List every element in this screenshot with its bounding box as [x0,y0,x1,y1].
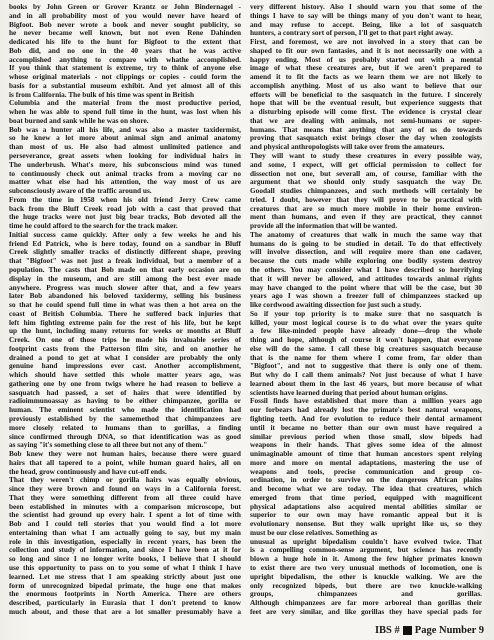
text-line: that it will never be allowed, and attitudes towards animal rights [250,274,482,283]
text-line: the huge tracks were not just big bear tracks, Bob devoted all the [9,213,241,222]
text-line: efforts will be beneficial to the sasquatch in the future. I sincerely [250,90,482,99]
text-line: emerged from that time period, equipped with magnificent [250,493,482,502]
text-line: The underbrush. What's more, his subconscious mind was tuned [9,160,241,169]
text-line: the enormous footprints in North America. There are others [9,590,241,599]
text-line: is a compelling common-sense argument, but science has recently [250,546,482,555]
text-line: he never became well known, but not even Rene Dahinden [9,29,241,38]
text-line: Bob and I could tell stories that you would find a lot more [9,520,241,529]
text-line: and become what we are today. The idea that creatures, which [250,485,482,494]
text-line: hope that will be the eventual result, but experience suggests that [250,99,482,108]
text-line: whose original materials - not clippings or copies - could form the [9,73,241,82]
text-line: later Bob abandoned his beloved taxidermy, selling his business [9,292,241,301]
text-line: image of what these creatures are, but if we aren't prepared to [250,64,482,73]
text-line: footprint casts from the Patterson film site, and on another he [9,344,241,353]
text-line: That they weren't chimp or gorilla hairs was equally obvious, [9,476,241,485]
text-line: genuine hand impressions ever cast. Another accomplishment, [9,362,241,371]
text-line: so that he could spend full time in what was then a hot area on the [9,301,241,310]
text-line: accomplished anything to compare with whathe accomplished. [9,55,241,64]
text-line: matter what else had his attention, the way most of us are [9,178,241,187]
publication-label: IBS # [374,625,400,636]
text-line: ordination, in order to survive on the dangerous African plains [250,476,482,485]
text-line: more and more on mental adaptations, mastering the use of [250,458,482,467]
text-line: Bigfoot. Bob never wrote a book and never sought publicity, so [9,20,241,29]
text-line: But why do I call them animals? Not just because of what I have [250,371,482,380]
text-line: radioimmunoassay as having to be either chimpanzee, gorilla or [9,397,241,406]
text-line: hairs that all tapered to a point, while human guard hairs, all on [9,458,241,467]
text-line: much about, and those that are a lot smaller presumably have a [9,607,241,616]
page-footer [375,625,484,636]
text-line: The anatomy of creatures that walk in much the same way that [250,230,482,239]
text-line: so long and since I no longer write books, I believe that I should [9,555,241,564]
text-line: Bob was a hunter all his life, and was also a master taxidermist, [9,125,241,134]
text-line: display in the museum, and are still among the best ever made [9,274,241,283]
right-text-column [250,3,482,617]
text-line: So if your top priority is to make sure that no sasquatch is [250,309,482,318]
text-line: role in this investigation, especially in recent years, has been the [9,537,241,546]
text-line: perseverance, great assets when looking for individual hairs in [9,152,241,161]
text-line: until it became no better than our own must have required a [250,423,482,432]
text-line: when he was able to spend full time in the hunt, was lost when his [9,108,241,117]
text-line: humans do is going to be studied in detail. To do that effectively [250,239,482,248]
text-line: proving that sasquatch exist brings closer the day when zoologists [250,134,482,143]
text-line: and some, I expect, will get official permission to collect for [250,160,482,169]
text-line: the scientist had ground up every hair. I spent a lot of time with [9,511,241,520]
text-line: physical adaptations also acquired mental abilities similar or [250,502,482,511]
text-line: that is the name for them where I come from, far older than [250,353,482,362]
text-line: learned. Let me stress that I am speaking strictly about just one [9,572,241,581]
text-line: First, and foremost, we are not involved in a story that can be [250,38,482,47]
text-line: humans. That means that anything that any of us do towards [250,125,482,134]
text-line: so he knew a lot more about animal sign and animal anatomy [9,134,241,143]
text-line: the others. You may consider what I have described so horrifying [250,265,482,274]
text-line: must be our close relatives. Something as [250,528,378,537]
text-line: basis for a substantial museum exhibit. And yet almost all of this [9,81,241,90]
text-line: provide all the information that will be wanted. [250,222,398,231]
text-line: boat burned and sank while he was on shore. [9,116,149,125]
text-line: superior to our own may have romantic appeal but it is [250,511,482,520]
text-line: unimaginable amount of time that human ancestors spent relying [250,450,482,459]
text-line: that we are dealing with animals, not semi-humans or super- [250,116,482,125]
text-line: Creek slightly smaller tracks of distinctly different shape, proving [9,248,241,257]
text-line: only recognized bipeds, but there are two knuckle-walking [250,581,482,590]
text-line: blown a huge hole in it. Among the few higher primates known [250,555,482,564]
text-line: and may refuse to accept. Being, like a lot of sasquatch [250,20,482,29]
text-line: thing and hope, although of course it won't happen, that everyone [250,336,482,345]
text-line: time he could afford to the search for the track maker. [9,222,178,231]
text-line: Bob knew they were not human hairs, because there were guard [9,450,241,459]
text-line: to exist there are two very unusual methods of locomotion, one is [250,564,482,572]
text-line: gathering one by one from twigs where he had reason to believe a [9,379,241,388]
text-line: human. The eminent scientist who made the identification had [9,406,241,415]
text-line: will involve dissection, and will require more than one cadaver, [250,248,482,257]
text-line: books by John Green or Grover Krantz or John Bindernagel - [9,3,241,11]
text-line: left him fighting extreme pain for the rest of his life, but he kept [9,318,241,327]
text-line: They will want to study these creatures in every possible way, [250,152,482,161]
text-line: amend it to fit the facts as we learn them we are not likely to [250,73,482,82]
text-line: feet are very similar, and like gorillas they have special pads for [250,607,482,616]
page-number: Page Number 9 [414,625,484,636]
text-line: weapons in their hands. That gives some idea of the almost [250,441,482,450]
text-line: drained a pond to get at what I consider are probably the only [9,353,241,362]
text-line: anywhere. Progress was much slower after that, and a few years [9,283,241,292]
text-line: fighting teeth. And for evolution to reduce their dental armament [250,414,482,423]
text-line: weapons and tools, precise communication and group co- [250,467,482,476]
text-line: may have changed to the point where that will be the case, but 30 [250,283,482,292]
left-text-column [9,3,241,617]
text-line: things I have to say will be things many of you don't want to hear, [250,11,482,20]
text-line: back from the Bluff Creek road job with a cast that proved that [9,204,241,213]
text-line: dedicated his life to the hunt for Bigfoot to the extent that [9,38,241,47]
text-line: coast of British Columbia. There he suffered back injuries that [9,309,241,318]
text-line: similar previous period when those small, slow bipeds had [250,432,482,441]
text-line: and in all probability most of you would never have heard of [9,11,241,20]
text-line: which should have settled this whole matter years ago, was [9,371,241,380]
text-line: Although chimpanzees are far more arboreal than gorillas their [250,599,482,608]
text-line: hunters, a contrary sort of person, I'll get to that part right away. [250,29,453,38]
text-line: up the hunt, including many returns for weeks or months at Bluff [9,327,241,336]
text-line: because the cuts made while exploring one bodily system destroy [250,257,482,266]
text-line: If you think that statement is extreme, try to think of anyone else [9,64,241,73]
text-line: friend Ed Patrick, who is here today, found on a sandbar in Bluff [9,239,241,248]
text-line: sasquatch had passed, a set of hairs that were identified by [9,388,241,397]
text-line: argument that we should only study sasquatch the way Dr. [250,178,482,187]
text-line: evolutionary nonsense. But they walk upright like us, so they [250,520,482,529]
text-line: Goodall studies chimpanzees, and such methods will certainly be [250,187,482,196]
text-line: Fossil finds have established that more than a million years ago [250,397,482,406]
text-line: a disturbing episode will come first. The evidence is crystal clear [250,108,482,117]
text-line: and physical anthropologists will take over from the amateurs. [250,143,445,152]
text-line: ment than humans, and even if they are practical, they cannot [250,213,482,222]
text-line: unusual as upright bipedalism couldn't have evolved twice. That [250,537,482,546]
text-line: is from California. The bulk of his time was spent in British [9,90,195,99]
text-line: use this opportunity to pass on to you some of what I think I have [9,564,241,572]
text-line: Bob did, and no one in the 40 years that he was active [9,46,241,55]
text-line: accomplish anything. Most of us also want to believe that our [250,81,482,90]
text-line: form of unrecognized bipedal primate, the huge one that makes [9,581,241,590]
text-line: "Bigfoot", and not to suggestive that there is only one of them. [250,362,482,371]
text-line: upright bipedalism, the other is knuckle walking. We are the [250,572,482,581]
text-line: very different history. Also I should warn you that some of the [250,3,482,11]
text-line: years ago I was shown a freezer full of chimpanzees stacked up [250,292,482,301]
text-line: shaped to fit our own fantasies, and it is not necessarily one with a [250,46,482,55]
text-line: creatures that are so much more mobile in their home environ- [250,204,482,213]
text-line: a few like-minded people have already done—drop the whole [250,327,482,336]
text-line: our forbears had already lost the primate's best natural weapons, [250,406,482,415]
text-line: That they were something different from all three could have [9,493,241,502]
text-line: described, particularly in Eurasia that I don't pretend to know [9,599,241,608]
text-line: learned about them in the last 46 years, but more because of what [250,379,482,388]
text-line: since they were brown and found on ways in a California forest. [9,485,241,494]
text-line: dissection not one, but severall am, of course, familiar with the [250,169,482,178]
text-line: From the time in 1958 when his old friend Jerry Crew came [9,195,241,204]
text-line: population. The casts that Bob made on that early occasion are on [9,265,241,274]
text-line: since confirmed through DNA, so that identification was as good [9,432,241,441]
text-line: else will do the same. I call these big creatures sasquatch because [250,344,482,353]
text-line: Creek. On one of those trips he made his invaluable series of [9,336,241,345]
square-bullet-icon [403,626,412,635]
text-line: collection and study of information, and since I have been at it for [9,546,241,555]
text-line: than most of us. He also had almost unlimited patience and [9,143,241,152]
text-line: that "Bigfoot" was not just a freak individual, but a member of a [9,257,241,266]
text-line: Columbia and the material from the most productive period, [9,99,241,108]
text-line: more closely related to humans than to gorillas, a finding [9,423,241,432]
text-line: the head, grow continuously and have cut-off ends. [9,467,167,476]
text-line: entertaining than what I am actually going to say, but my main [9,528,241,537]
text-line: happy ending. Most of us probably started out with a mental [250,55,482,64]
text-line: scientists have learned during that period about human origins. [250,388,448,397]
text-line: groups, chimpanzees and gorillas. [250,590,482,599]
text-line: killed, your most logical course is to do what over the years quite [250,318,482,327]
text-line: to continuously check out animal tracks from a moving car no [9,169,241,178]
text-line: like cordwood awaiting dissection for just such a study. [250,301,422,310]
text-line: tried. I doubt, however that they will prove to be practical with [250,195,482,204]
text-line: previously established by the samemethod that chimpanzees are [9,414,241,423]
text-line: Initial success came quickly. After only a few weeks he and his [9,230,241,239]
text-line: been established in minutes with a comparison microscope, but [9,502,241,511]
text-line: as saying "it's something close to all three but not any of them." [9,441,208,450]
text-line: subconsciously aware of the traffic around us. [9,187,152,196]
